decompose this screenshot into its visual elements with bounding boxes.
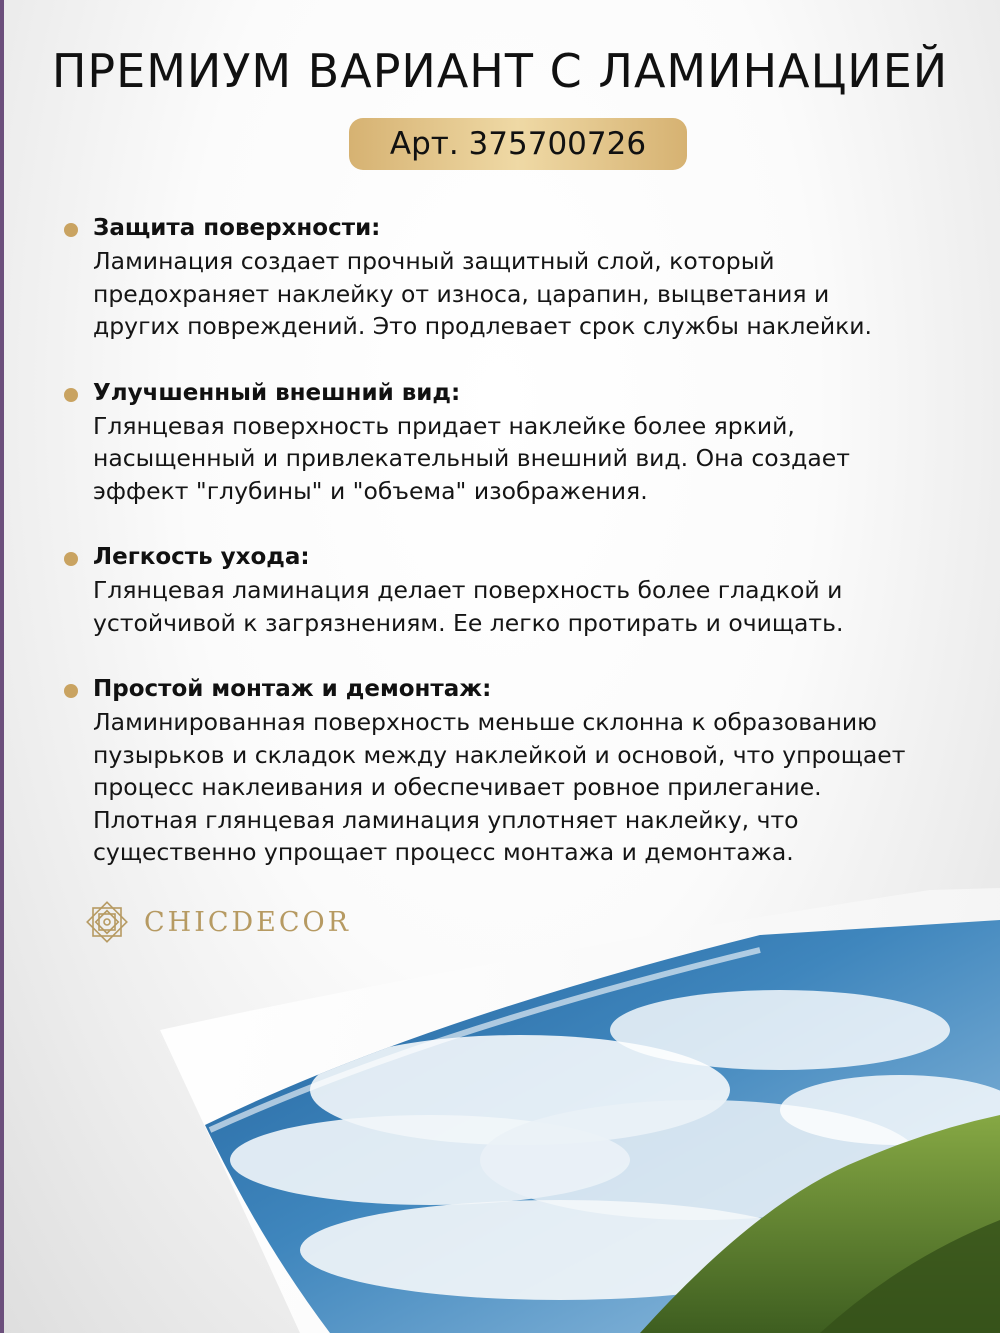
laminated-sticker-illustration (0, 880, 1000, 1333)
feature-text-line: пузырьков и складок между наклейкой и основой, что упрощает (93, 740, 906, 769)
feature-text-line: Глянцевая поверхность придает наклейке более яркий, (93, 411, 795, 440)
feature-text-line: устойчивой к загрязнениям. Ее легко протирать и очищать. (93, 608, 844, 637)
brand-name: CHICDECOR (144, 906, 352, 938)
feature-text-line: Ламинация создает прочный защитный слой, который (93, 247, 775, 275)
feature-text-line: процесс наклеивания и обеспечивает ровное прилегание. (93, 773, 822, 801)
feature-title: Защита поверхности: (93, 215, 381, 241)
feature-text-line: предохраняет наклейку от износа, царапин, выцветания и (93, 279, 830, 308)
feature-title: Простой монтаж и демонтаж: (93, 676, 492, 702)
feature-item (62, 377, 992, 508)
bullet-icon (64, 388, 78, 402)
feature-title: Легкость ухода: (93, 544, 310, 570)
feature-text-line: Ламинированная поверхность меньше склонна к образованию (93, 708, 877, 736)
feature-list (62, 212, 992, 903)
feature-text-line: существенно упрощает процесс монтажа и демонтажа. (93, 838, 794, 866)
bullet-icon (64, 223, 78, 237)
bullet-icon (64, 552, 78, 566)
page-title: ПРЕМИУМ ВАРИАНТ С ЛАМИНАЦИЕЙ (51, 44, 949, 98)
bullet-icon (64, 684, 78, 698)
feature-text-line: Глянцевая ламинация делает поверхность более гладкой и (93, 576, 843, 604)
feature-text-line: эффект "глубины" и "объема" изображения. (93, 476, 648, 505)
feature-text-line: насыщенный и привлекательный внешний вид. Она создает (93, 444, 850, 472)
feature-item (62, 541, 992, 639)
article-number: Арт. 375700726 (389, 126, 647, 162)
article-badge (349, 118, 687, 170)
feature-title: Улучшенный внешний вид: (93, 379, 461, 406)
feature-text-line: Плотная глянцевая ламинация уплотняет наклейку, что (93, 805, 799, 834)
feature-text-line: других повреждений. Это продлевает срок службы наклейки. (93, 312, 873, 340)
feature-item (62, 673, 992, 869)
feature-item (62, 212, 992, 343)
